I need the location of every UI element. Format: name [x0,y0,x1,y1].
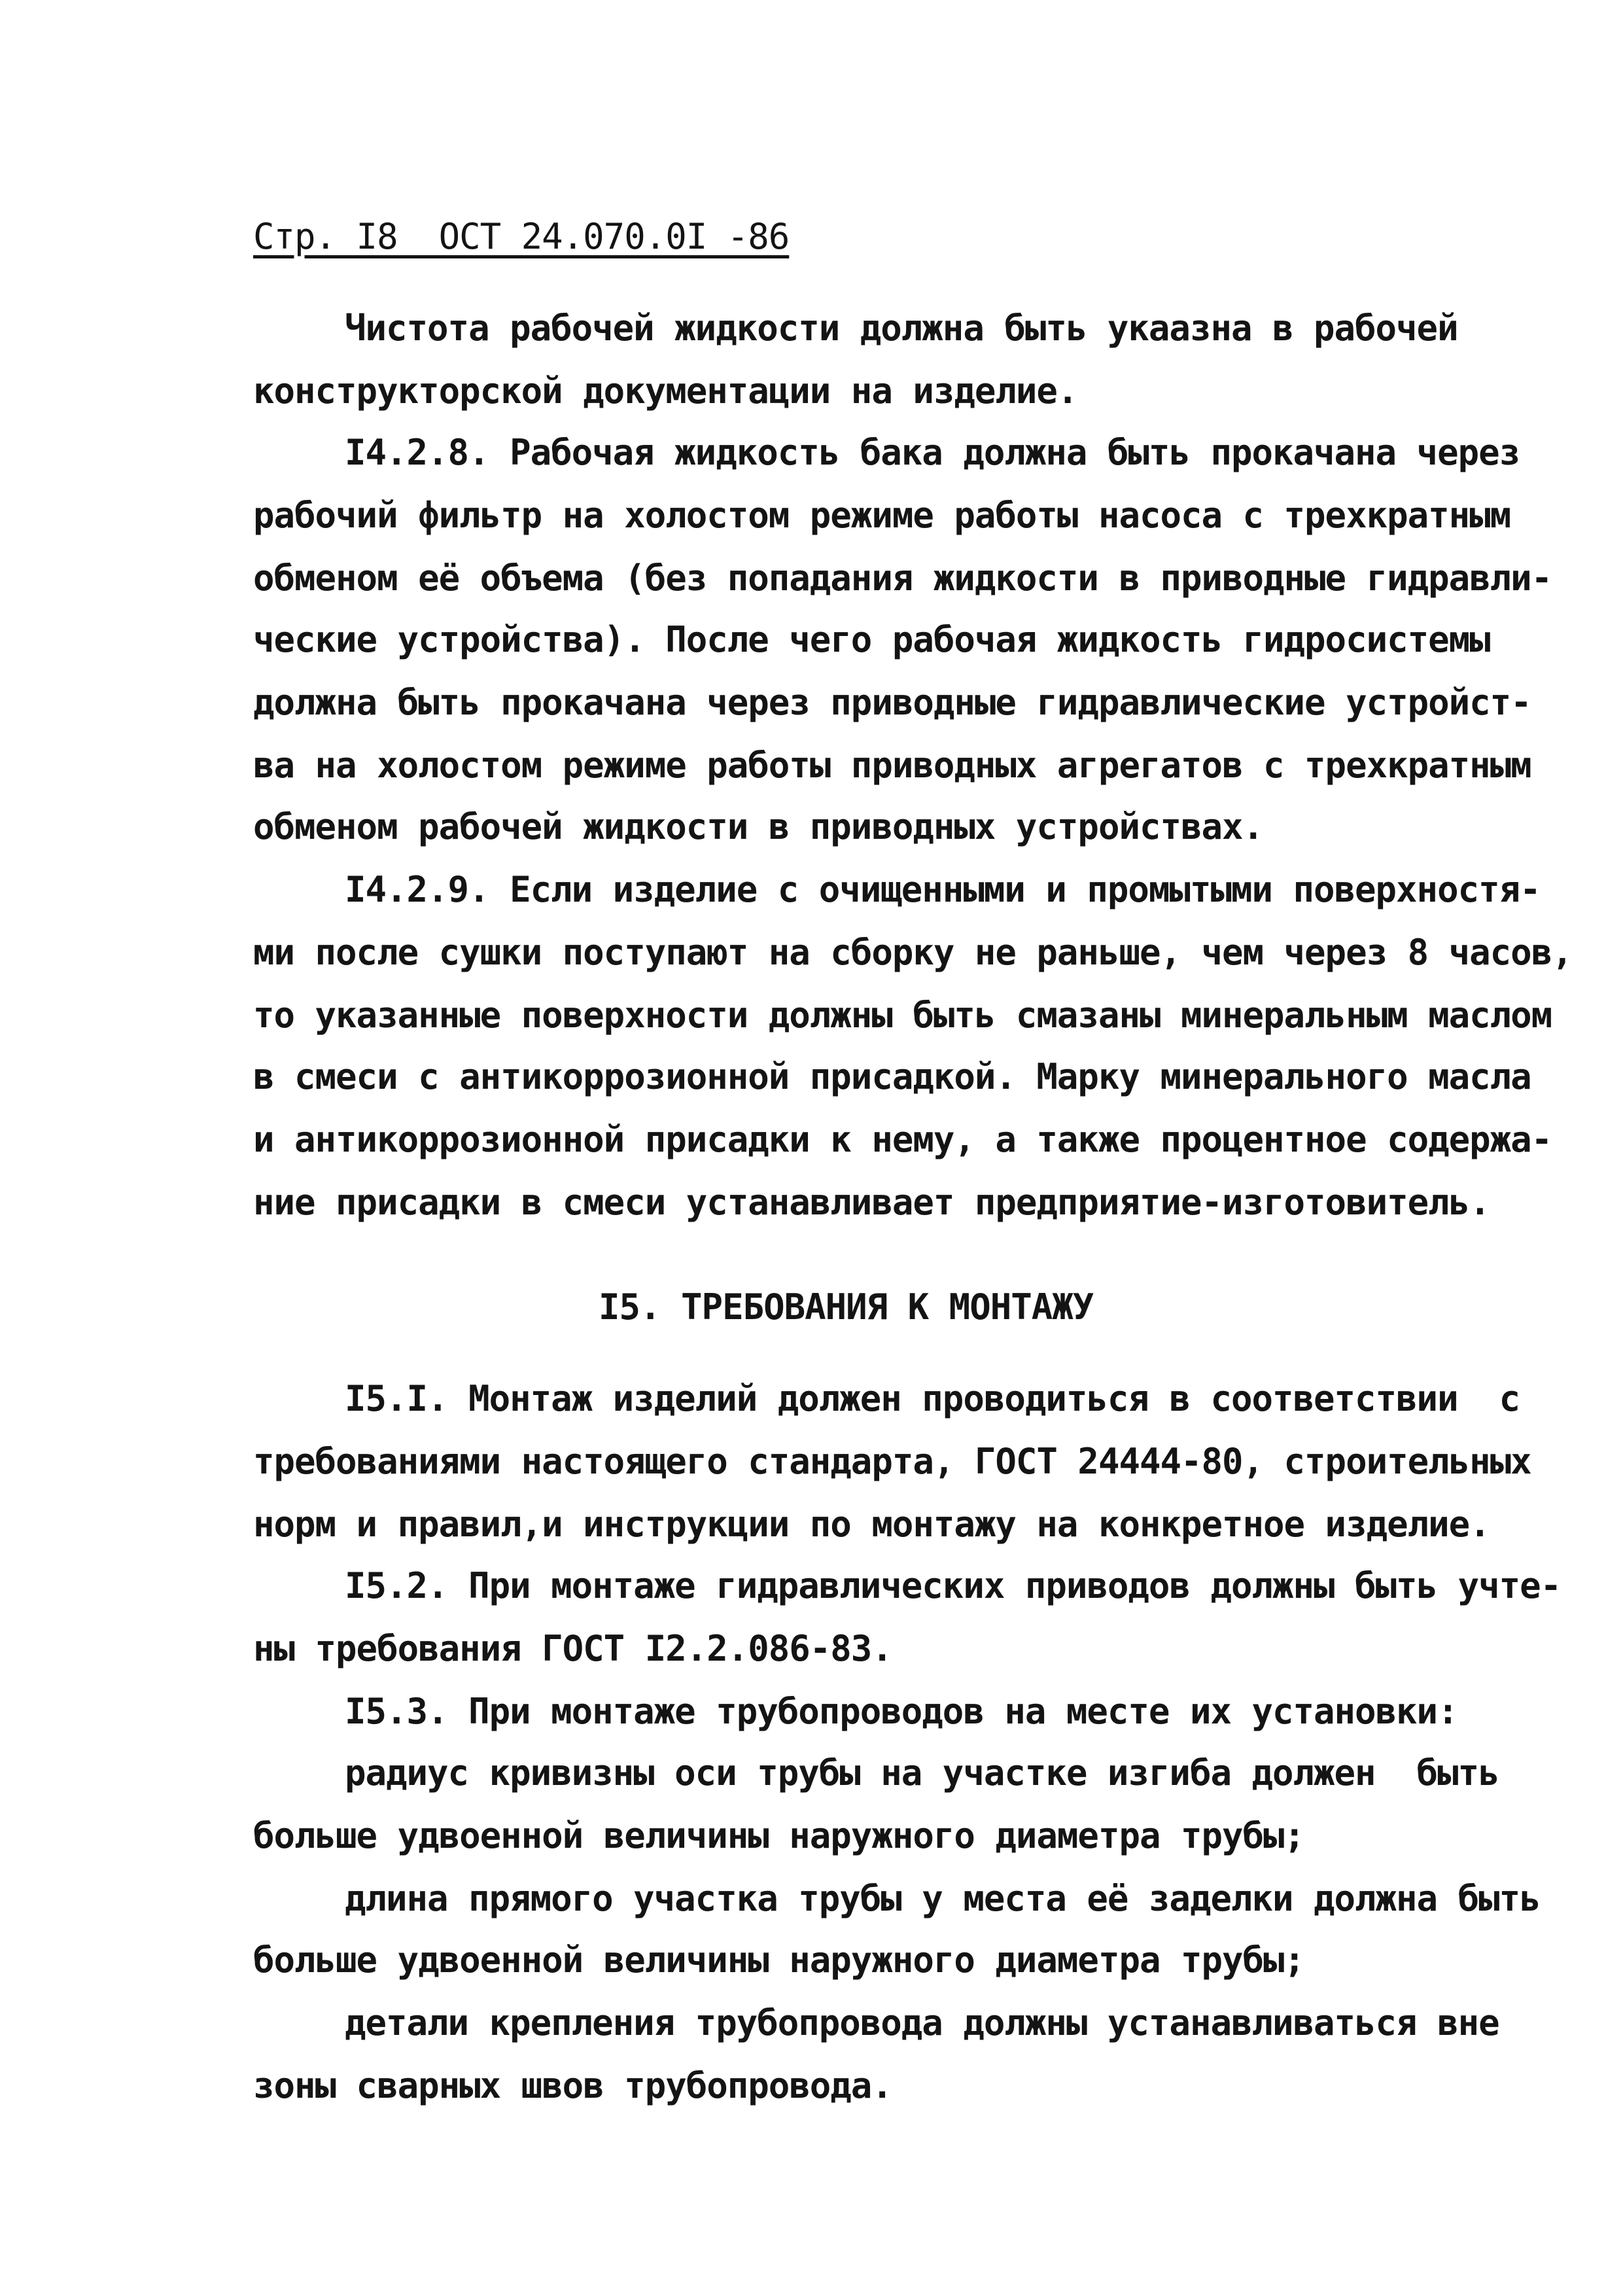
text-line: ва на холостом режиме работы приводных агрегатов с трехкратным [253,745,1531,786]
text-line: радиус кривизны оси трубы на участке изгиба должен быть [345,1752,1499,1793]
text-line: конструкторской документации на изделие. [253,370,1078,412]
section-heading: I5. ТРЕБОВАНИЯ К МОНТАЖУ [599,1286,1094,1328]
text-line: рабочий фильтр на холостом режиме работы насоса с трехкратным [253,495,1511,536]
text-line: ческие устройства). После чего рабочая жидкость гидросистемы [253,619,1490,660]
page-header: Стр. I8 ОСТ 24.070.0I -86 [253,216,790,257]
text-line: обменом рабочей жидкости в приводных устройствах. [253,806,1264,847]
text-line: норм и правил,и инструкции по монтажу на конкретное изделие. [253,1504,1490,1545]
text-line: длина прямого участка трубы у места её заделки должна быть [345,1878,1541,1919]
text-line: ны требования ГОСТ I2.2.086-83. [253,1628,892,1669]
text-line: больше удвоенной величины наружного диаметра трубы; [253,1815,1305,1856]
text-line: в смеси с антикоррозионной присадкой. Марку минерального масла [253,1056,1531,1097]
text-line: I4.2.9. Если изделие с очищенными и промытыми поверхностя- [345,869,1541,910]
text-line: то указанные поверхности должны быть смазаны минеральным маслом [253,995,1552,1036]
text-line: Чистота рабочей жидкости должна быть укаазна в рабочей [345,308,1458,349]
text-line: I5.I. Монтаж изделий должен проводиться в соответствии с [345,1378,1520,1419]
text-line: I4.2.8. Рабочая жидкость бака должна быть прокачана через [345,432,1520,473]
text-line: ние присадки в смеси устанавливает предприятие-изготовитель. [253,1182,1490,1223]
text-line: больше удвоенной величины наружного диаметра трубы; [253,1939,1305,1981]
text-line: I5.2. При монтаже гидравлических приводов должны быть учте- [345,1565,1562,1606]
text-line: детали крепления трубопровода должны устанавливаться вне [345,2002,1499,2043]
text-line: I5.3. При монтаже трубопроводов на месте их установки: [345,1691,1458,1732]
text-line: должна быть прокачана через приводные гидравлические устройст- [253,682,1531,723]
text-line: ми после сушки поступают на сборку не раньше, чем через 8 часов, [253,932,1573,973]
text-line: и антикоррозионной присадки к нему, а также процентное содержа- [253,1119,1552,1160]
text-line: требованиями настоящего стандарта, ГОСТ 24444-80, строительных [253,1441,1531,1482]
text-line: зоны сварных швов трубопровода. [253,2065,892,2106]
text-line: обменом её объема (без попадания жидкости в приводные гидравли- [253,557,1552,599]
